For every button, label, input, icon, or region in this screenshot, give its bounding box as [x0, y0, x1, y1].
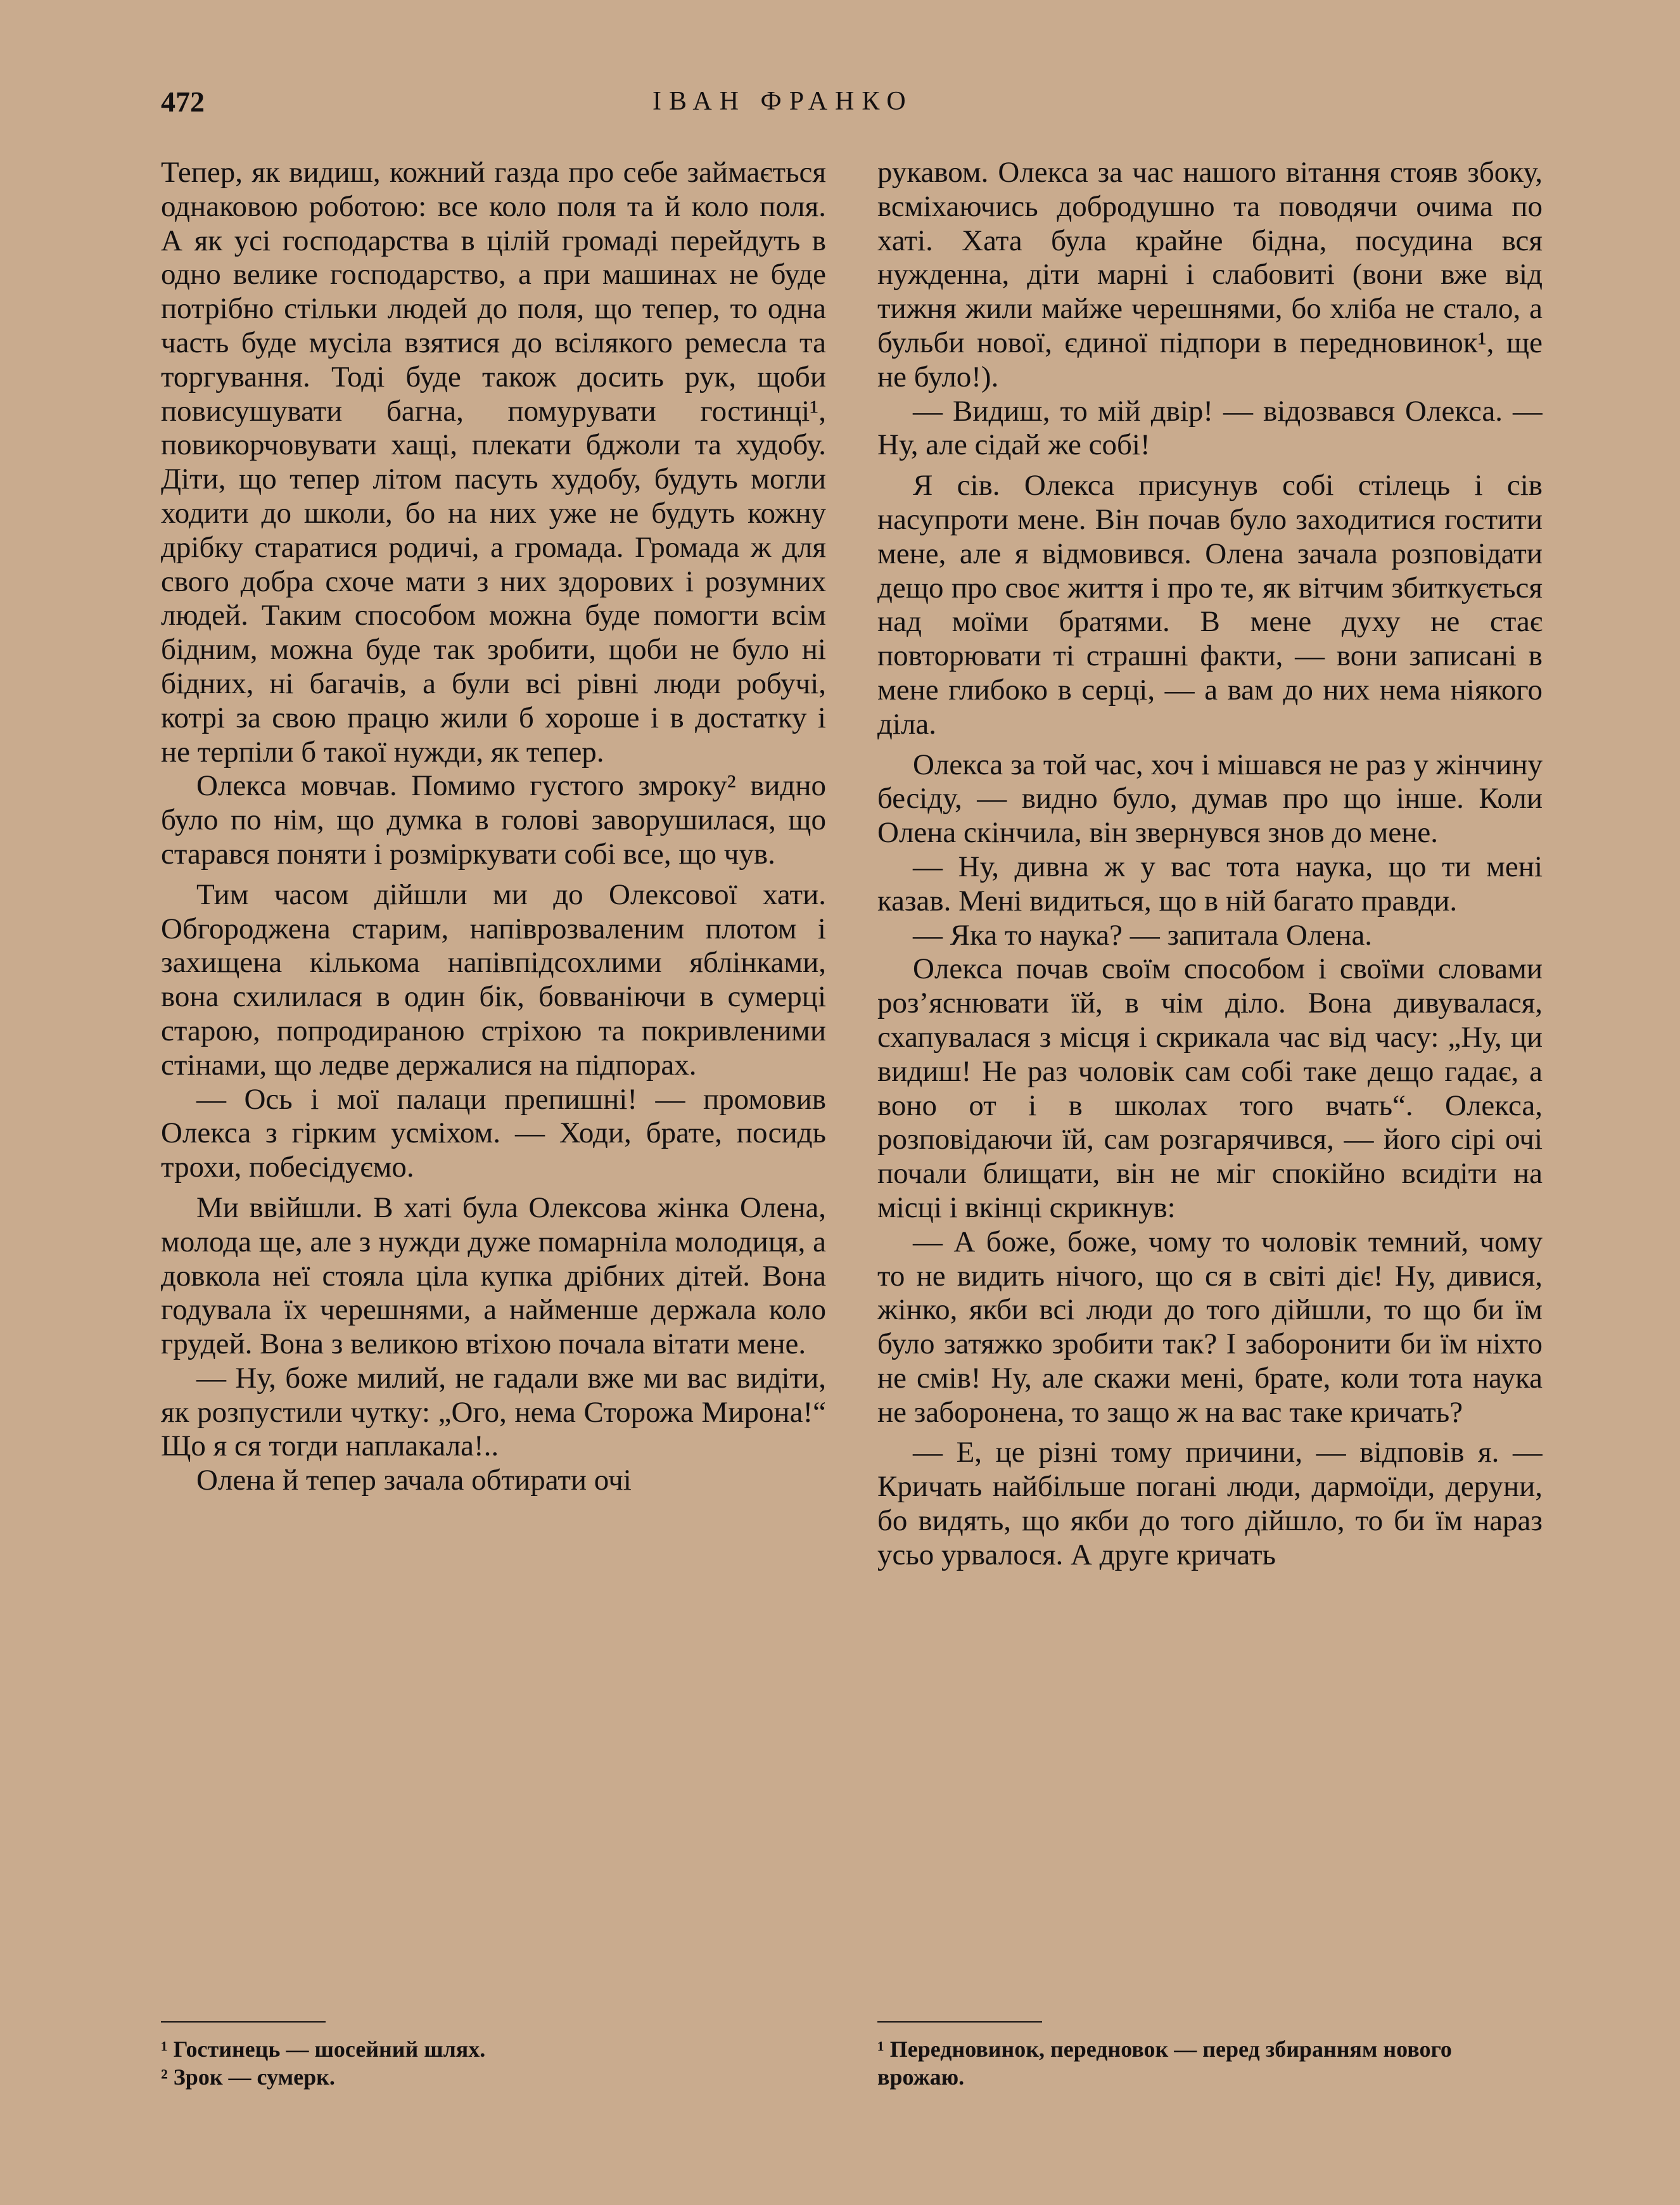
page-number: 472 — [161, 86, 205, 118]
footnote: ² Зрок — сумерк. — [161, 2064, 335, 2090]
footnote: ¹ Передновинок, передновок — перед збиранням нового врожаю. — [877, 2036, 1452, 2090]
paragraph: — Ну, боже милий, не гадали вже ми вас видіти, як розпустили чутку: „Ого, нема Сторожа Мирона!“ Що я ся тогди наплакала!.. — [161, 1361, 826, 1463]
left-column — [161, 156, 826, 2012]
paragraph: — Яка то наука? — запитала Олена. — [913, 918, 1373, 952]
footnote-divider — [161, 2021, 326, 2023]
paragraph: Олекса мовчав. Помимо густого змроку² видно було по нім, що думка в голові заворушилася, що старався поняти і розміркувати собі все, що чув. — [161, 769, 826, 871]
right-column — [877, 156, 1543, 2012]
footnotes-right — [877, 2035, 1543, 2091]
paragraph: Я сів. Олекса присунув собі стілець і сів насупроти мене. Він почав було заходитися гостити мене, але я відмовився. Олена зачала розповідати дещо про своє життя і про те, як вітчим збиткується над моїми братями. В мене духу не стає повторювати ті страшні факти, — вони записані в мене глибоко в серці, — а вам до них нема ніякого діла. — [877, 469, 1543, 741]
running-head: ІВАН ФРАНКО — [652, 87, 913, 116]
paragraph: Тим часом дійшли ми до Олексової хати. Обгороджена старим, напіврозваленим плотом і захищена кількома напівпідсохлими яблінками, вона схилилася в один бік, бовваніючи в сумерці старою, попродираною стріхою та покривленими стінами, що ледве держалися на підпорах. — [161, 878, 826, 1082]
paragraph: рукавом. Олекса за час нашого вітання стояв збоку, всміхаючись добродушно та поводячи очима по хаті. Хата була крайне бідна, посудина вся нужденна, діти марні і слабовиті (вони вже від тижня жили майже черешнями, бо хліба не стало, а бульби нової, єдиної підпори в передновинок¹, ще не було!). — [877, 156, 1543, 393]
paragraph: — Ось і мої палаци препишні! — промовив Олекса з гірким усміхом. — Ходи, брате, посидь трохи, побесідуємо. — [161, 1082, 826, 1184]
paragraph: Олекса почав своїм способом і своїми словами роз’яснювати їй, в чім діло. Вона дивувалася, схапувалася з місця і скрикала час від часу: „Ну, ци видиш! Не раз чоловік сам собі таке дещо гадає, а воно от і в школах того вчать“. Олекса, розповідаючи їй, сам розгарячився, — його сірі очі почали блищати, він не міг спокійно всидіти на місці і вкінці скрикнув: — [877, 952, 1543, 1224]
paragraph: — А боже, боже, чому то чоловік темний, чому то не видить нічого, що ся в світі діє! Ну, дивися, жінко, якби всі люди до того дійшли, то що би їм було затяжко зробити так? І заборонити би їм ніхто не смів! Ну, але скажи мені, брате, коли тота наука не заборонена, то защо ж на вас таке кричать? — [877, 1225, 1543, 1429]
paragraph: — Ну, дивна ж у вас тота наука, що ти мені казав. Мені видиться, що в ній багато правди. — [877, 850, 1543, 917]
paragraph: Олена й тепер зачала обтирати очі — [196, 1464, 632, 1497]
paragraph: Олекса за той час, хоч і мішався не раз у жінчину бесіду, — видно було, думав про що інше. Коли Олена скінчила, він звернувся знов до мене. — [877, 748, 1543, 850]
paragraph: Тепер, як видиш, кожний газда про себе займається однаковою роботою: все коло поля та й коло поля. А як усі господарства в цілій громаді перейдуть в одно велике господарство, а при машинах не буде потрібно стільки людей до поля, що тепер, то одна часть буде мусіла взятися до всілякого ремесла та торгування. Тоді буде також досить рук, щоби повисушувати багна, помурувати гостинці¹, повикорчовувати хащі, плекати бджоли та худобу. Діти, що тепер літом пасуть худобу, будуть могли ходити до школи, бо на них уже не будуть кожну дрібку старатися родичі, а громада. Громада ж для свого добра схоче мати з них здорових і розумних людей. Таким способом можна буде помогти всім бідним, можна буде так зробити, щоби не було ні бідних, ні багачів, а були всі рівні люди робучі, котрі за свою працю жили б хороше і в достатку і не терпіли б такої нужди, як тепер. — [161, 156, 826, 769]
footnotes-left — [161, 2035, 826, 2091]
paragraph: — Е, це різні тому причини, — відповів я. — Кричать найбільше погані люди, дармоїди, деруни, бо видять, що якби до того дійшло, то би їм нараз усьо урвалося. А друге кричать — [877, 1436, 1543, 1571]
paragraph: — Видиш, то мій двір! — відозвався Олекса. — Ну, але сідай же собі! — [877, 394, 1543, 462]
paragraph: Ми ввійшли. В хаті була Олексова жінка Олена, молода ще, але з нужди дуже помарніла молодиця, а довкола неї стояла ціла купка дрібних дітей. Вона годувала їх черешнями, а найменше держала коло грудей. Вона з великою втіхою почала вітати мене. — [161, 1191, 826, 1361]
footnote: ¹ Гостинець — шосейний шлях. — [161, 2036, 486, 2062]
footnote-divider — [877, 2021, 1042, 2023]
